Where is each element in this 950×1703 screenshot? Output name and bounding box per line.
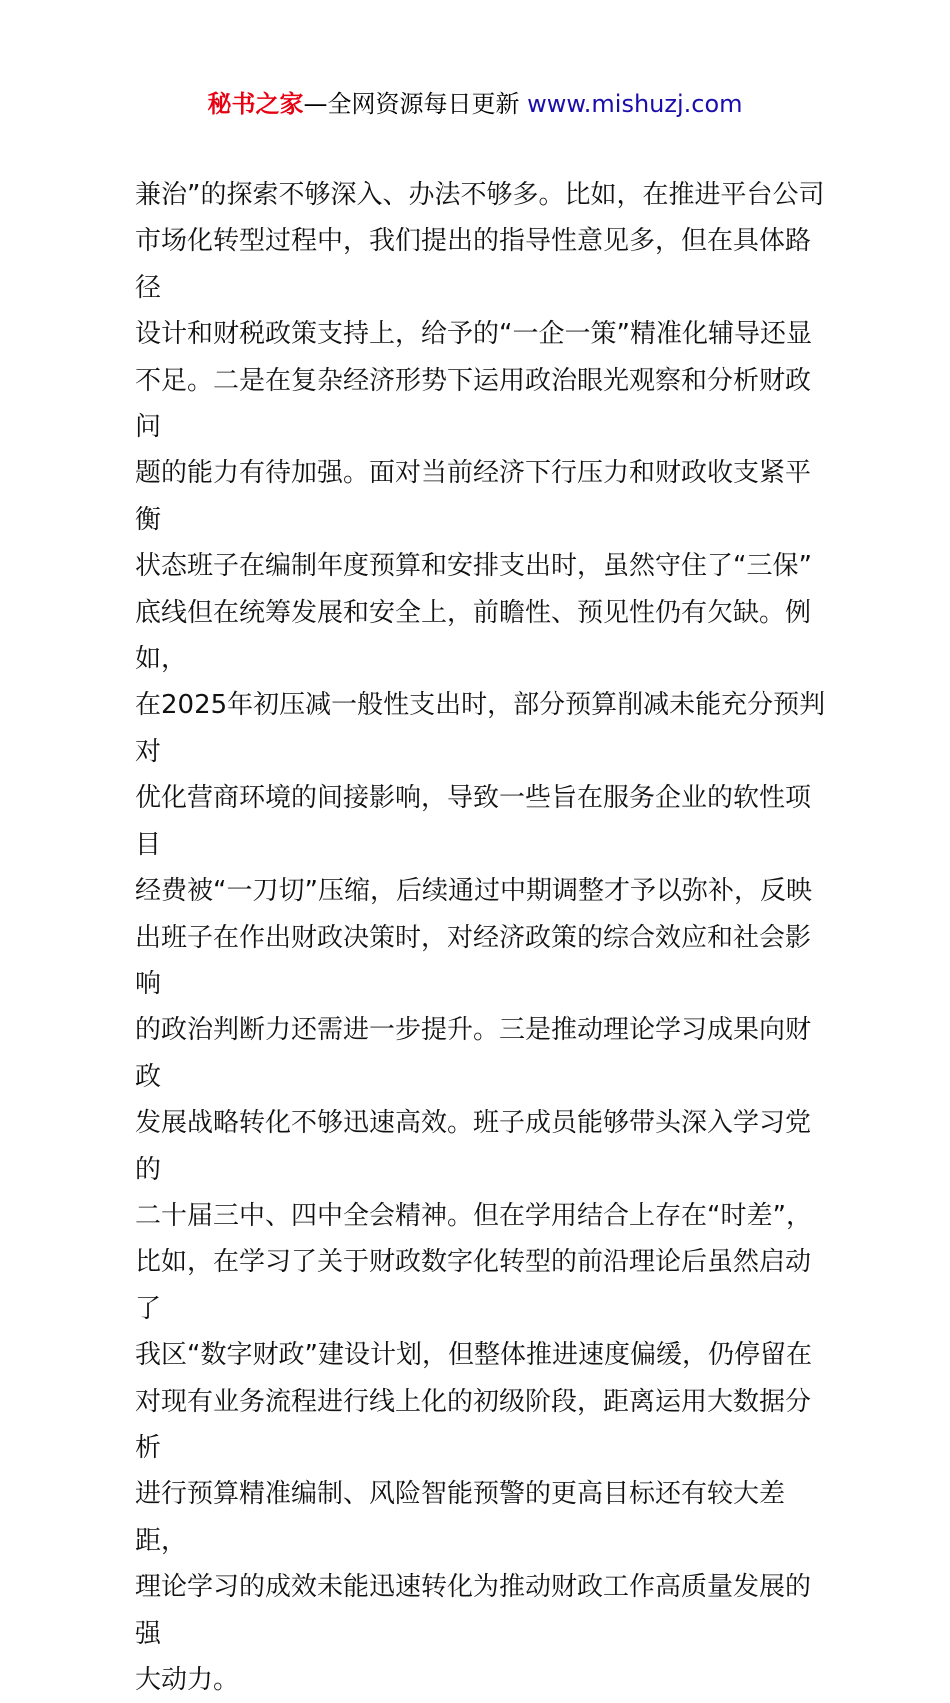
page-header <box>0 86 950 122</box>
header-url-link[interactable]: www.mishuzj.com <box>527 90 743 118</box>
header-tagline: —全网资源每日更新 <box>303 90 528 118</box>
header-brand: 秘书之家 <box>207 90 304 118</box>
document-body-paragraph: 兼治”的探索不够深入、办法不够多。比如，在推进平台公司 市场化转型过程中，我们提出的指导性意见多，但在具体路径 设计和财税政策支持上，给予的“一企一策”精准化辅导还显 不足。二是在复杂经济形势下运用政治眼光观察和分析财政问 题的能力有待加强。面对当前经济下行压力和财政收支紧平衡 状态班子在编制年度预算和安排支出时，虽然守住了“三保” 底线但在统筹发展和安全上，前瞻性、预见性仍有欠缺。例如， 在2025年初压减一般性支出时，部分预算削减未能充分预判对 优化营商环境的间接影响，导致一些旨在服务企业的软性项目 经费被“一刀切”压缩，后续通过中期调整才予以弥补，反映 出班子在作出财政决策时，对经济政策的综合效应和社会影响 的政治判断力还需进一步提升。三是推动理论学习成果向财政 发展战略转化不够迅速高效。班子成员能够带头深入学习党的 二十届三中、四中全会精神。但在学用结合上存在“时差”， 比如，在学习了关于财政数字化转型的前沿理论后虽然启动了 我区“数字财政”建设计划，但整体推进速度偏缓，仍停留在 对现有业务流程进行线上化的初级阶段，距离运用大数据分析 进行预算精准编制、风险智能预警的更高目标还有较大差距， 理论学习的成效未能迅速转化为推动财政工作高质量发展的强 大动力。 <box>135 180 826 1695</box>
